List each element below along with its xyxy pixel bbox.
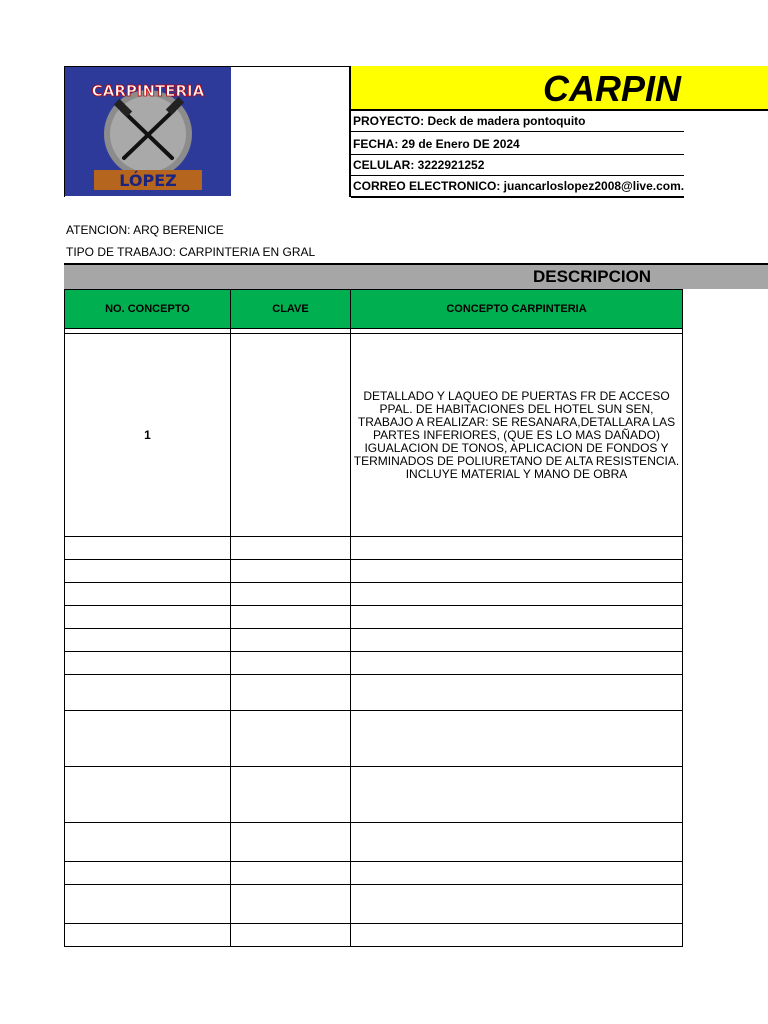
celular-line: CELULAR: 3222921252 [351, 155, 684, 176]
logo-bottom-text: LÓPEZ [119, 171, 177, 190]
document-title: CARPIN [543, 68, 682, 109]
table-row [65, 924, 683, 947]
table-row [65, 334, 683, 537]
table-row [65, 606, 683, 629]
description-bar [64, 263, 768, 289]
section-title: DESCRIPCION [533, 267, 652, 286]
col-header-concepto: CONCEPTO CARPINTERIA [351, 290, 683, 329]
table-row [65, 823, 683, 862]
table-row [65, 652, 683, 675]
table-row [65, 629, 683, 652]
table-row [65, 560, 683, 583]
title-bar [351, 66, 768, 111]
atencion-line: ATENCION: ARQ BERENICE [66, 223, 224, 237]
table-row [65, 537, 683, 560]
table-row [65, 767, 683, 823]
logo-top-text: CARPINTERIA [91, 82, 205, 100]
row-clave [231, 334, 351, 537]
fecha-line: FECHA: 29 de Enero DE 2024 [351, 134, 684, 155]
table-row [65, 885, 683, 924]
row-no: 1 [65, 334, 231, 537]
tipo-trabajo-line: TIPO DE TRABAJO: CARPINTERIA EN GRAL [66, 245, 316, 259]
concept-table [64, 289, 682, 947]
correo-line: CORREO ELECTRONICO: juancarloslopez2008@live.com. [351, 176, 684, 198]
col-header-no: NO. CONCEPTO [65, 290, 231, 329]
table-header-row [65, 290, 683, 329]
table-row [65, 862, 683, 885]
table-row [65, 711, 683, 767]
table-row [65, 583, 683, 606]
proyecto-line: PROYECTO: Deck de madera pontoquito [351, 111, 684, 132]
row-concepto: DETALLADO Y LAQUEO DE PUERTAS FR DE ACCESO PPAL. DE HABITACIONES DEL HOTEL SUN SEN, TRABAJO A REALIZAR: SE RESANARA,DETALLARA LAS PARTES INFERIORES, (QUE ES LO MAS DAÑADO) IGUALACION DE TONOS, APLICACION DE FONDOS Y TERMINADOS DE POLIURETANO DE ALTA RESISTENCIA. INCLUYE MATERIAL Y MANO DE OBRA [351, 334, 683, 537]
table-row [65, 675, 683, 711]
col-header-clave: CLAVE [231, 290, 351, 329]
